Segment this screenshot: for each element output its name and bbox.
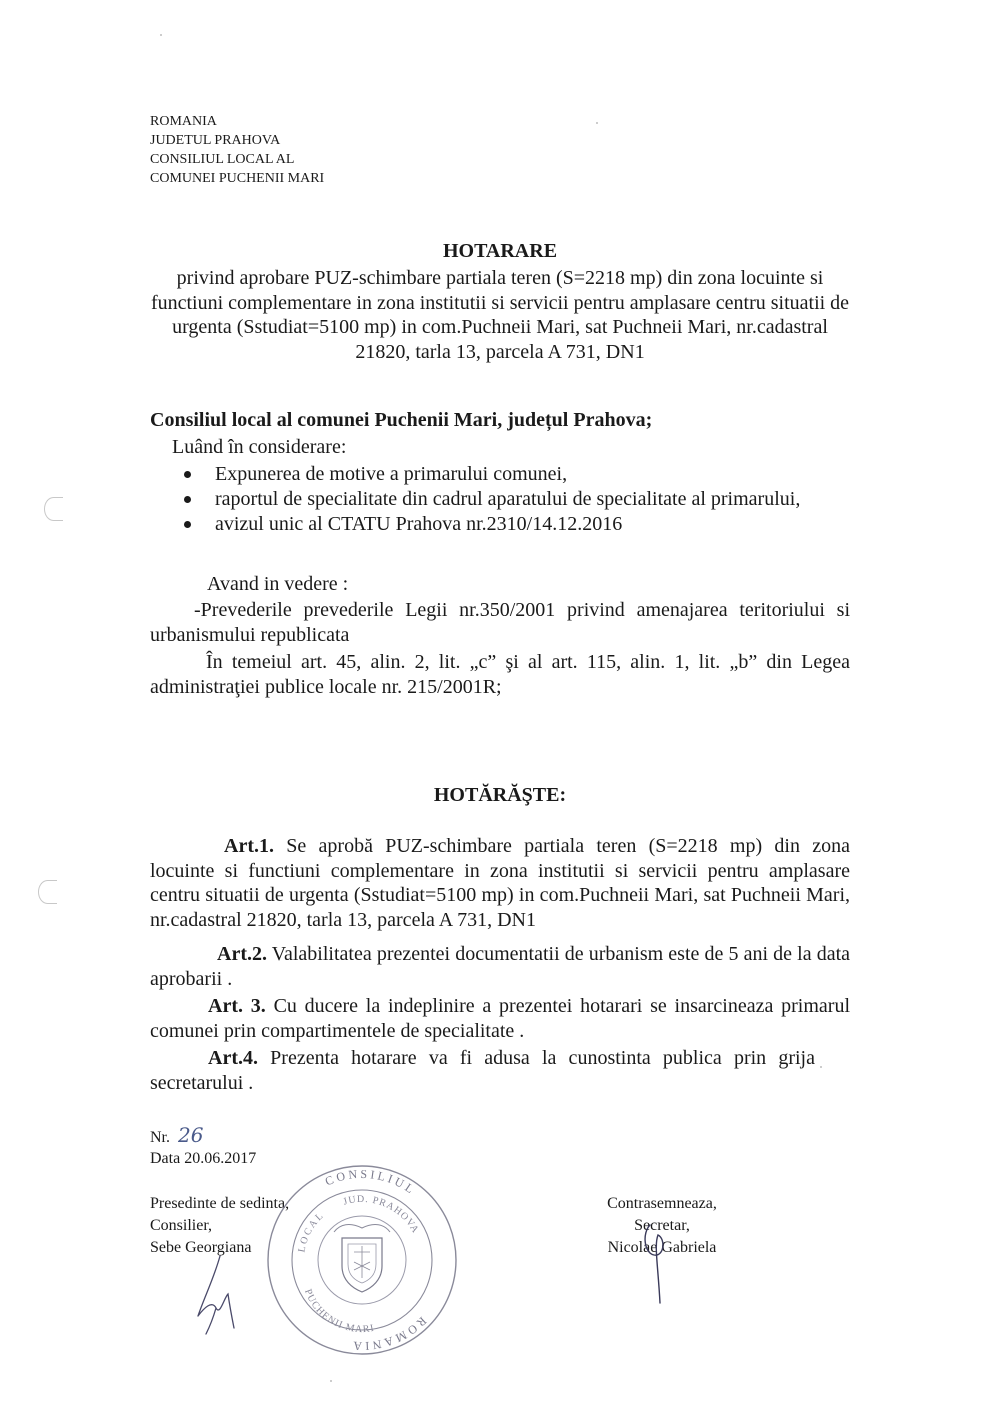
stamp-outer-right: ROMANIA — [349, 1314, 430, 1354]
scan-speck — [596, 122, 598, 124]
list-item: Expunerea de motive a primarului comunei, — [172, 462, 852, 487]
list-item: avizul unic al CTATU Prahova nr.2310/14.12.2016 — [172, 512, 852, 537]
bullet-icon — [184, 471, 191, 478]
scan-speck — [820, 1066, 822, 1068]
svg-text:PUCHENII MARI — [302, 1288, 376, 1335]
punch-hole-mark — [38, 880, 57, 904]
number-label: Nr. — [150, 1129, 170, 1146]
document-subject: privind aprobare PUZ-schimbare partiala teren (S=2218 mp) din zona locuinte si functiuni complementare in zona institutii si servicii pentru amplasare centru situatii de urgenta (Sstudiat=5100 mp) in com.Puchneii Mari, sat Puchneii Mari, nr.cadastral 21820, tarla 13, parcela A 731, DN1 — [150, 267, 850, 363]
article-label: Art.2. — [217, 943, 267, 965]
signatory-title: Secretar, — [634, 1217, 690, 1234]
article-text: Prezenta hotarare va fi adusa la cunostinta publica prin grija secretarului . — [150, 1047, 815, 1094]
signatory-title: Consilier, — [150, 1217, 213, 1234]
signatory-name: Nicolae Gabriela — [607, 1239, 717, 1256]
svg-text:CONSILIUL — [323, 1167, 419, 1198]
document-date: Data 20.06.2017 — [150, 1150, 257, 1167]
official-stamp — [264, 1162, 460, 1358]
document-number — [150, 1124, 203, 1149]
number-handwritten: 26 — [178, 1123, 204, 1147]
scan-speck — [330, 1380, 332, 1382]
article-text: Valabilitatea prezentei documentatii de urbanism este de 5 ani de la data aprobarii . — [150, 943, 851, 990]
stamp-outer-top: CONSILIUL — [323, 1166, 419, 1198]
scan-speck — [160, 34, 162, 36]
article-3 — [150, 994, 850, 1043]
bullet-icon — [184, 521, 191, 528]
svg-text:LOCAL — [296, 1210, 326, 1254]
legal-basis: În temeiul art. 45, alin. 2, lit. „c” şi al art. 115, alin. 1, lit. „b” din Legea administraţiei publice locale nr. 215/2001R; — [150, 651, 850, 698]
law-provisions: -Prevederile prevederile Legii nr.350/2001 privind amenajarea teritoriului si urbanismului republicata — [150, 599, 850, 646]
issuer-header — [150, 112, 324, 188]
handwritten-signature — [636, 1205, 676, 1305]
article-label: Art.1. — [224, 835, 274, 857]
article-2 — [150, 942, 850, 991]
decision-heading: HOTĂRĂŞTE: — [433, 784, 567, 806]
signatory-name: Sebe Georgiana — [150, 1239, 252, 1256]
handwritten-signature — [190, 1248, 260, 1338]
punch-hole-mark — [44, 497, 63, 521]
stamp-inner-left: LOCAL — [296, 1209, 327, 1254]
signatory-role: Contrasemneaza, — [607, 1195, 717, 1212]
bullet-icon — [184, 496, 191, 503]
stamp-inner-top: JUD. PRAHOVA — [341, 1193, 421, 1236]
list-item: raportul de specialitate din cadrul aparatului de specialitate al primarului, — [172, 487, 852, 512]
council-name: Consiliul local al comunei Puchenii Mari, județul Prahova; — [150, 409, 653, 431]
header-commune: COMUNEI PUCHENII MARI — [150, 171, 325, 186]
having-in-view: Avand in vedere : — [207, 573, 349, 595]
document-title: HOTARARE — [442, 240, 558, 262]
considering-list — [172, 462, 852, 537]
header-county: JUDETUL PRAHOVA — [150, 133, 281, 148]
article-4 — [150, 1046, 815, 1095]
article-label: Art.4. — [208, 1047, 258, 1069]
article-label: Art. 3. — [208, 995, 266, 1017]
header-council: CONSILIUL LOCAL AL — [150, 152, 295, 167]
svg-text:JUD. PRAHOVA — [342, 1194, 421, 1236]
stamp-inner-bottom: PUCHENII MARI — [302, 1287, 376, 1336]
article-text: Se aprobă PUZ-schimbare partiala teren (S=2218 mp) din zona locuinte si functiuni complementare in zona institutii si servicii pentru amplasare centru situatii de urgenta (Sstudiat=5100 mp) in com.Puchneii Mari, sat Puchneii Mari, nr.cadastral 21820, tarla 13, parcela A 731, DN1 — [150, 835, 850, 931]
article-1 — [150, 834, 850, 932]
considering-intro: Luând în considerare: — [172, 436, 347, 458]
article-text: Cu ducere la indeplinire a prezentei hotarari se insarcineaza primarul comunei prin compartimentele de specialitate . — [150, 995, 851, 1042]
header-country: ROMANIA — [150, 114, 217, 129]
signatory-role: Presedinte de sedinta, — [150, 1195, 290, 1212]
